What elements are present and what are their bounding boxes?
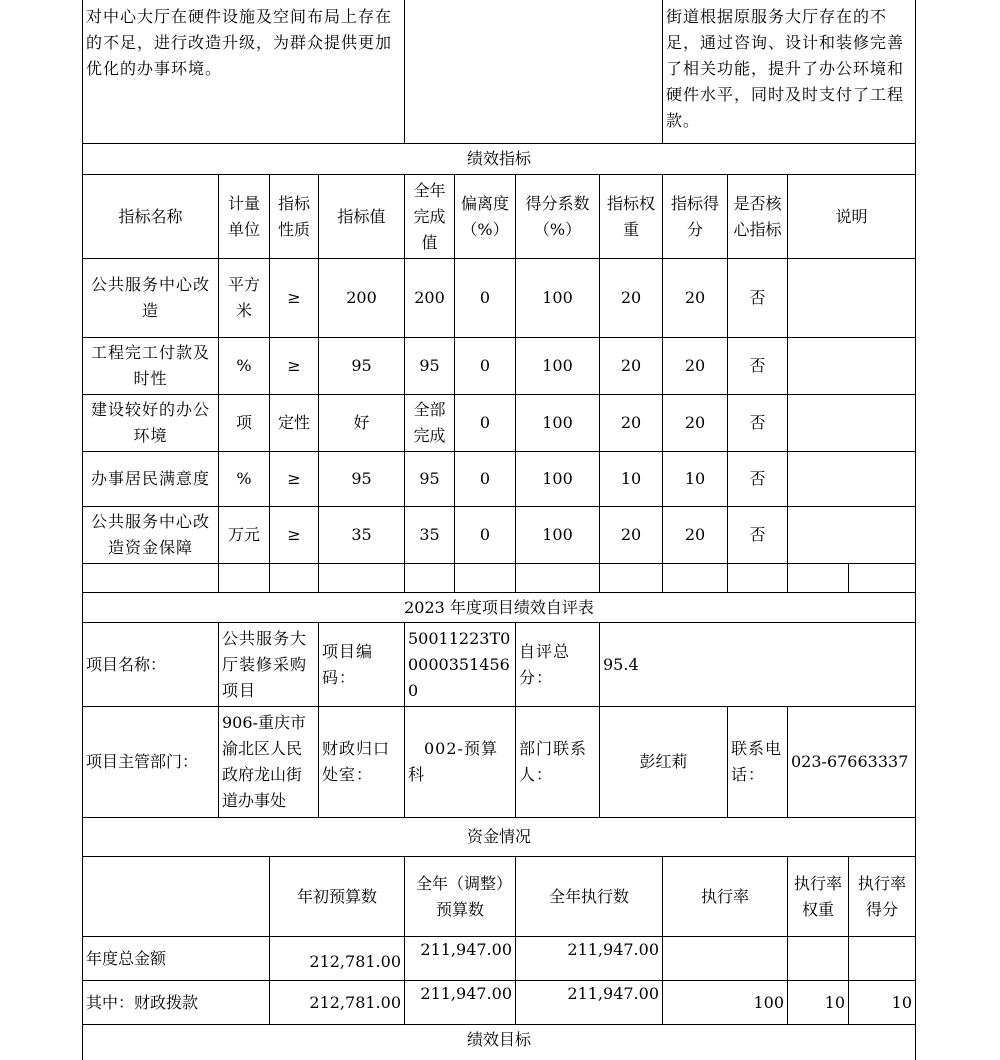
project-name-value: 公共服务大厅装修采购项目 xyxy=(222,628,308,700)
header-target-value: 指标值 xyxy=(337,206,386,226)
indicators-section-title: 绩效指标 xyxy=(466,149,531,168)
indicator-deviation: 0 xyxy=(479,525,491,544)
indicator-target: 95 xyxy=(351,469,372,488)
funds-rate: 100 xyxy=(753,992,784,1012)
contact-value: 彭红莉 xyxy=(639,752,688,771)
indicator-nature: ≥ xyxy=(287,469,301,488)
self-score-value: 95.4 xyxy=(603,654,639,674)
funds-header-rate-score: 执行率 得分 xyxy=(857,873,906,919)
indicator-nature: ≥ xyxy=(287,356,301,375)
rule xyxy=(82,563,915,564)
indicator-notes xyxy=(788,395,915,451)
indicator-core: 否 xyxy=(749,356,766,375)
indicator-target: 200 xyxy=(346,288,377,307)
indicator-score: 20 xyxy=(684,288,706,307)
indicator-coefficient: 100 xyxy=(542,356,573,375)
indicator-actual: 95 xyxy=(419,469,440,488)
funds-row-label: 年度总金额 xyxy=(86,948,167,968)
self-score-label: 自评总分： xyxy=(519,641,571,687)
indicator-name: 公共服务中心改造 xyxy=(90,275,210,320)
funds-header-executed: 全年执行数 xyxy=(548,886,629,906)
indicator-core: 否 xyxy=(749,469,766,488)
indicator-notes xyxy=(788,259,915,337)
funds-section-title: 资金情况 xyxy=(466,827,531,846)
goal-description-cell: 对中心大厅在硬件设施及空间布局上存在的不足，进行改造升级，为群众提供更加优化的办事环境。 xyxy=(86,7,393,78)
funds-initial: 212,781.00 xyxy=(309,992,401,1012)
indicator-notes xyxy=(788,507,915,563)
header-actual-value: 全年 完成 值 xyxy=(413,180,446,252)
indicator-notes xyxy=(788,452,915,506)
funds-header-initial: 年初预算数 xyxy=(296,886,377,906)
indicator-actual: 200 xyxy=(414,288,445,307)
indicator-unit: 万元 xyxy=(227,525,260,544)
indicator-target: 好 xyxy=(353,413,370,432)
funds-row-label: 其中：财政拨款 xyxy=(86,992,199,1012)
goals-section-title: 绩效目标 xyxy=(466,1030,531,1049)
header-unit: 计量 单位 xyxy=(227,193,260,239)
project-code-value: 50011223T000003514560 xyxy=(408,628,511,700)
header-notes: 说明 xyxy=(835,206,868,226)
indicator-coefficient: 100 xyxy=(542,525,573,544)
indicator-weight: 10 xyxy=(620,469,642,488)
funds-executed: 211,947.00 xyxy=(567,984,659,1003)
indicator-score: 20 xyxy=(684,413,706,432)
completion-description-cell: 街道根据原服务大厅存在的不足，通过咨询、设计和装修完善了相关功能，提升了办公环境和硬件水平，同时及时支付了工程款。 xyxy=(666,7,905,130)
header-nature: 指标 性质 xyxy=(277,193,310,239)
indicator-core: 否 xyxy=(749,288,766,307)
blank-cell xyxy=(405,0,662,143)
indicator-unit: 项 xyxy=(235,413,252,432)
indicator-weight: 20 xyxy=(620,288,642,307)
header-score: 指标得 分 xyxy=(670,193,719,239)
header-weight: 指标权 重 xyxy=(606,193,655,239)
phone-value: 023-67663337 xyxy=(791,752,909,771)
indicator-nature: ≥ xyxy=(287,525,301,544)
contact-label: 部门联系人： xyxy=(519,739,588,784)
indicator-score: 10 xyxy=(684,469,706,488)
header-score-coefficient: 得分系数 （%） xyxy=(525,193,590,239)
indicator-name: 工程完工付款及时性 xyxy=(90,343,210,388)
project-name-label: 项目名称： xyxy=(86,654,167,674)
indicator-unit: 平方 米 xyxy=(227,275,260,320)
funds-header-adjusted: 全年（调整）预算数 xyxy=(415,873,504,919)
funds-header-rate: 执行率 xyxy=(700,886,749,906)
indicator-actual: 95 xyxy=(419,356,440,375)
funds-rate-weight: 10 xyxy=(824,992,845,1012)
dept-value: 906-重庆市渝北区人民政府龙山街道办事处 xyxy=(222,713,306,810)
indicator-target: 35 xyxy=(351,525,372,544)
finance-office-label: 财政归口处室： xyxy=(322,739,391,784)
indicator-actual: 35 xyxy=(419,525,440,544)
indicator-nature: 定性 xyxy=(277,413,310,432)
indicator-target: 95 xyxy=(351,356,372,375)
dept-label: 项目主管部门： xyxy=(86,752,199,771)
indicator-weight: 20 xyxy=(620,525,642,544)
indicator-deviation: 0 xyxy=(479,356,491,375)
indicator-score: 20 xyxy=(684,525,706,544)
indicator-coefficient: 100 xyxy=(542,288,573,307)
indicator-core: 否 xyxy=(749,413,766,432)
phone-label: 联系电话： xyxy=(731,739,783,784)
indicator-deviation: 0 xyxy=(479,469,491,488)
funds-header-rate-weight: 执行率 权重 xyxy=(793,873,842,919)
rule xyxy=(848,563,849,592)
indicator-name: 公共服务中心改造资金保障 xyxy=(90,512,210,557)
indicator-nature: ≥ xyxy=(287,288,301,307)
funds-adjusted: 211,947.00 xyxy=(420,940,512,959)
funds-rate-score xyxy=(849,937,915,980)
indicator-name: 建设较好的办公环境 xyxy=(90,400,210,445)
indicator-deviation: 0 xyxy=(479,288,491,307)
indicator-coefficient: 100 xyxy=(542,469,573,488)
self-eval-title: 2023 年度项目绩效自评表 xyxy=(404,597,594,617)
header-indicator-name: 指标名称 xyxy=(118,206,183,226)
rule xyxy=(915,0,916,1060)
indicator-score: 20 xyxy=(684,356,706,375)
funds-executed: 211,947.00 xyxy=(567,940,659,959)
funds-adjusted: 211,947.00 xyxy=(420,984,512,1003)
funds-rate-score: 10 xyxy=(891,992,912,1012)
funds-rate xyxy=(663,937,787,980)
indicator-weight: 20 xyxy=(620,413,642,432)
indicator-core: 否 xyxy=(749,525,766,544)
funds-rate-weight xyxy=(788,937,848,980)
finance-office-value: 002-预算科 xyxy=(408,739,498,784)
indicator-notes xyxy=(788,338,915,394)
indicator-deviation: 0 xyxy=(479,413,491,432)
indicator-coefficient: 100 xyxy=(542,413,573,432)
header-core-indicator: 是否核 心指标 xyxy=(733,193,782,239)
project-code-label: 项目编码： xyxy=(322,641,374,687)
indicator-weight: 20 xyxy=(620,356,642,375)
indicator-unit: % xyxy=(236,469,252,488)
indicator-name: 办事居民满意度 xyxy=(90,469,210,488)
indicator-actual: 全部 完成 xyxy=(413,400,446,445)
indicator-unit: % xyxy=(236,356,252,375)
funds-initial: 212,781.00 xyxy=(309,951,401,971)
header-deviation: 偏离度 （%） xyxy=(460,193,509,239)
